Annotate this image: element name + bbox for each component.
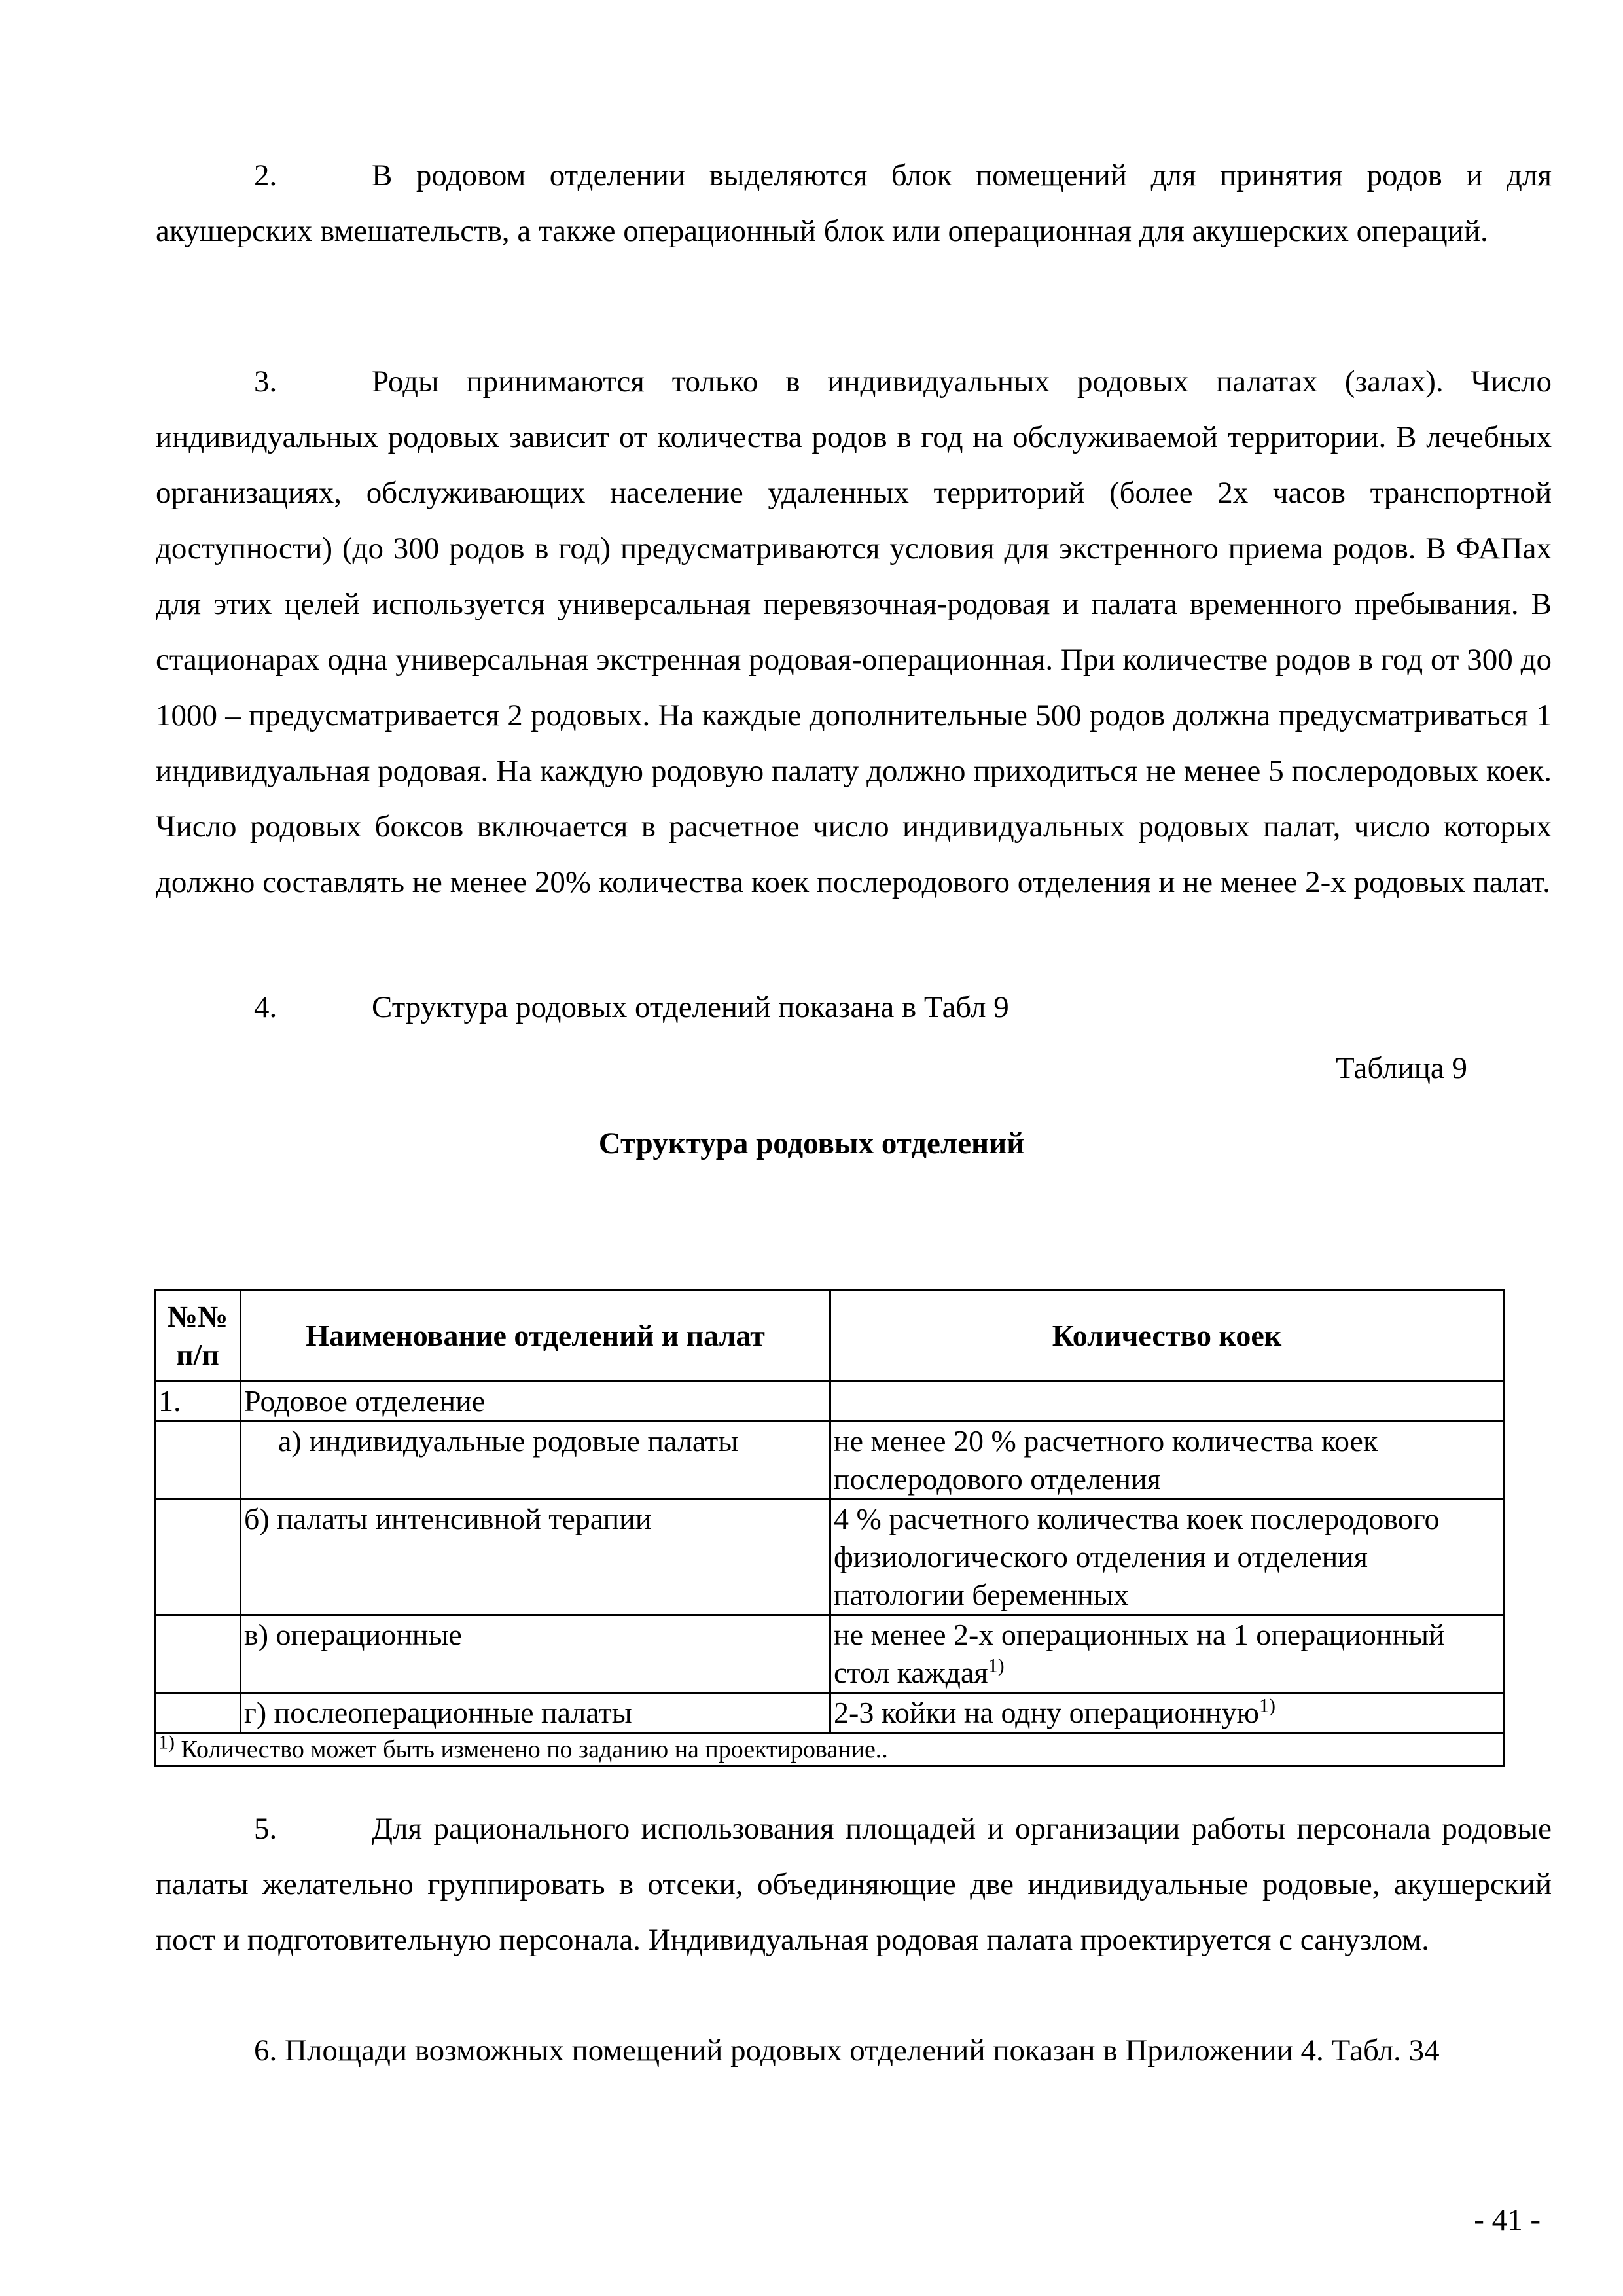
row-name: в) операционные — [241, 1615, 830, 1693]
row-num — [155, 1693, 241, 1733]
table-footnote: Количество может быть изменено по заданию на проектирование.. — [175, 1736, 888, 1763]
paragraph-4 — [156, 980, 1552, 1035]
row-name: г) послеоперационные палаты — [241, 1693, 830, 1733]
table-row — [155, 1693, 1504, 1733]
row-num — [155, 1422, 241, 1499]
paragraph-5 — [156, 1801, 1552, 1968]
table-row — [155, 1615, 1504, 1693]
paragraph-text: Структура родовых отделений показана в Табл 9 — [372, 990, 1009, 1024]
row-name: б) палаты интенсивной терапии — [241, 1499, 830, 1615]
row-count: не менее 2-х операционных на 1 операционный стол каждая — [834, 1618, 1445, 1689]
paragraph-text: В родовом отделении выделяются блок помещений для принятия родов и для акушерских вмешательств, а также операционный блок или операционная для акушерских операций. — [156, 158, 1552, 248]
table-footnote-row — [155, 1733, 1504, 1767]
paragraph-number: 3. — [254, 365, 277, 399]
paragraph-number: 4. — [254, 990, 277, 1024]
table-row — [155, 1382, 1504, 1422]
paragraph-text: Для рационального использования площадей и организации работы персонала родовые палаты желательно группировать в отсеки, объединяющие две индивидуальные родовые, акушерский пост и подготовительную персонала. Индивидуальная родовая палата проектируется с санузлом. — [156, 1812, 1552, 1957]
row-name: Родовое отделение — [241, 1382, 830, 1422]
row-count: 2-3 койки на одну операционную — [834, 1696, 1259, 1729]
paragraph-3 — [156, 354, 1552, 910]
paragraph-2 — [156, 148, 1552, 259]
footnote-mark: 1) — [1258, 1695, 1275, 1717]
row-name: а) индивидуальные родовые палаты — [241, 1422, 830, 1499]
table-footnote-cell — [155, 1733, 1504, 1767]
paragraph-number: 5. — [254, 1812, 277, 1846]
structure-table — [154, 1289, 1505, 1767]
row-count — [830, 1382, 1504, 1422]
footnote-mark: 1) — [158, 1731, 175, 1753]
header-name: Наименование отделений и палат — [241, 1291, 830, 1382]
table-row — [155, 1499, 1504, 1615]
row-count: 4 % расчетного количества коек послеродового физиологического отделения и отделения патологии беременных — [830, 1499, 1504, 1615]
page-number: - 41 - — [1474, 2203, 1541, 2237]
header-count: Количество коек — [830, 1291, 1504, 1382]
row-num — [155, 1615, 241, 1693]
row-count-cell — [830, 1693, 1504, 1733]
table-header-row — [155, 1291, 1504, 1382]
row-count-cell — [830, 1615, 1504, 1693]
paragraph-6: 6. Площади возможных помещений родовых отделений показан в Приложении 4. Табл. 34 — [254, 2034, 1440, 2068]
footnote-mark: 1) — [988, 1655, 1005, 1677]
table-row — [155, 1422, 1504, 1499]
row-num — [155, 1499, 241, 1615]
row-count: не менее 20 % расчетного количества коек послеродового отделения — [830, 1422, 1504, 1499]
header-num: №№ п/п — [155, 1291, 241, 1382]
row-num: 1. — [155, 1382, 241, 1422]
table-title: Структура родовых отделений — [598, 1126, 1025, 1160]
table-label: Таблица 9 — [1335, 1051, 1467, 1085]
paragraph-number: 2. — [254, 158, 277, 192]
paragraph-text: Роды принимаются только в индивидуальных родовых палатах (залах). Число индивидуальных родовых зависит от количества родов в год на обслуживаемой территории. В лечебных организациях, обслуживающих население удаленных территорий (более 2х часов транспортной доступности) (до 300 родов в год) предусматриваются условия для экстренного приема родов. В ФАПах для этих целей используется универсальная перевязочная-родовая и палата временного пребывания. В стационарах одна универсальная экстренная родовая-операционная. При количестве родов в год от 300 до 1000 – предусматривается 2 родовых. На каждые дополнительные 500 родов должна предусматриваться 1 индивидуальная родовая. На каждую родовую палату должно приходиться не менее 5 послеродовых коек. Число родовых боксов включается в расчетное число индивидуальных родовых палат, число которых должно составлять не менее 20% количества коек послеродового отделения и не менее 2-х родовых палат. — [156, 365, 1552, 899]
